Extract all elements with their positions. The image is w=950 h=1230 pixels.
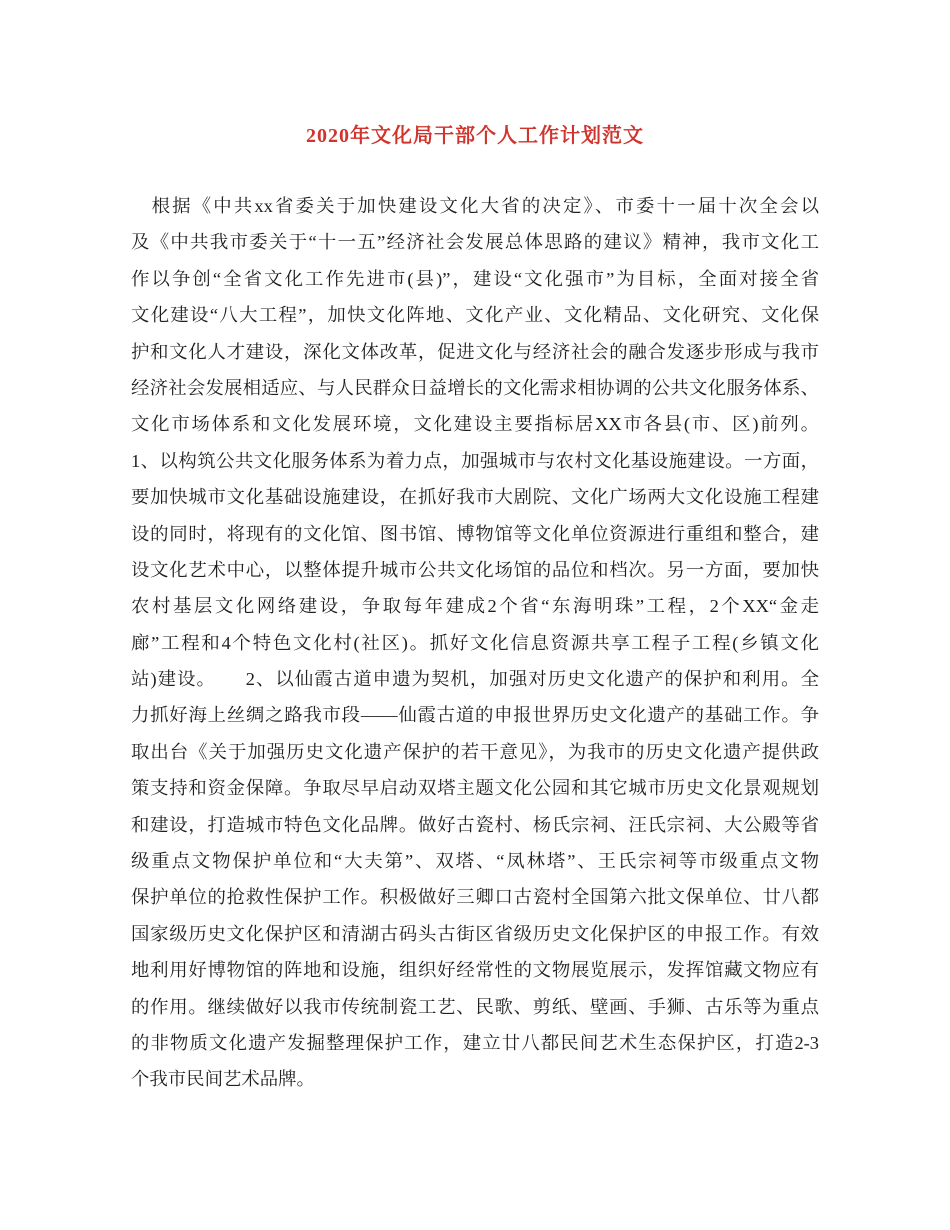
text-line: 力抓好海上丝绸之路我市段——仙霞古道的申报世界历史文化遗产的基础工作。争 (131, 705, 819, 726)
text-line: 和建设，打造城市特色文化品牌。做好古瓷村、杨氏宗祠、汪氏宗祠、大公殿等省 (131, 814, 819, 835)
text-line: 要加快城市文化基础设施建设，在抓好我市大剧院、文化广场两大文化设施工程建 (131, 487, 819, 508)
text-line: 地利用好博物馆的阵地和设施，组织好经常性的文物展览展示，发挥馆藏文物应有 (131, 960, 819, 981)
text-line: 设的同时，将现有的文化馆、图书馆、博物馆等文化单位资源进行重组和整合，建 (131, 523, 819, 544)
text-line: 文化市场体系和文化发展环境，文化建设主要指标居XX市各县(市、区)前列。 (131, 414, 819, 435)
text-line: 站)建设。 2、以仙霞古道申遗为契机，加强对历史文化遗产的保护和利用。全 (131, 669, 819, 690)
text-line: 策支持和资金保障。争取尽早启动双塔主题文化公园和其它城市历史文化景观规划 (131, 778, 819, 799)
text-line: 国家级历史文化保护区和清湖古码头古街区省级历史文化保护区的申报工作。有效 (131, 923, 819, 944)
document-title: 2020年文化局干部个人工作计划范文 (306, 125, 644, 147)
text-line: 1、以构筑公共文化服务体系为着力点，加强城市与农村文化基设施建设。一方面， (131, 450, 819, 471)
document-body (131, 188, 819, 1098)
text-line: 保护单位的抢救性保护工作。积极做好三卿口古瓷村全国第六批文保单位、廿八都 (131, 887, 819, 908)
text-line: 经济社会发展相适应、与人民群众日益增长的文化需求相协调的公共文化服务体系、 (131, 377, 819, 398)
text-line: 护和文化人才建设，深化文体改革，促进文化与经济社会的融合发逐步形成与我市 (131, 341, 819, 362)
text-line: 设文化艺术中心，以整体提升城市公共文化场馆的品位和档次。另一方面，要加快 (131, 559, 819, 580)
text-line: 农村基层文化网络建设，争取每年建成2个省“东海明珠”工程，2个XX“金走 (131, 596, 819, 617)
text-line: 的作用。继续做好以我市传统制瓷工艺、民歌、剪纸、壁画、手狮、古乐等为重点 (131, 996, 819, 1017)
text-line: 个我市民间艺术品牌。 (131, 1069, 315, 1090)
text-line: 及《中共我市委关于“十一五”经济社会发展总体思路的建议》精神，我市文化工 (131, 232, 819, 253)
text-line: 的非物质文化遗产发掘整理保护工作，建立廿八都民间艺术生态保护区，打造2-3 (131, 1032, 819, 1053)
text-line: 廊”工程和4个特色文化村(社区)。抓好文化信息资源共享工程子工程(乡镇文化 (131, 632, 819, 653)
text-line: 作以争创“全省文化工作先进市(县)”，建设“文化强市”为目标，全面对接全省 (131, 268, 819, 289)
text-line: 根据《中共xx省委关于加快建设文化大省的决定》、市委十一届十次全会以 (131, 196, 819, 216)
text-line: 文化建设“八大工程”，加快文化阵地、文化产业、文化精品、文化研究、文化保 (131, 305, 819, 326)
text-line: 级重点文物保护单位和“大夫第”、双塔、“凤林塔”、王氏宗祠等市级重点文物 (131, 851, 819, 872)
text-line: 取出台《关于加强历史文化遗产保护的若干意见》，为我市的历史文化遗产提供政 (131, 741, 819, 762)
